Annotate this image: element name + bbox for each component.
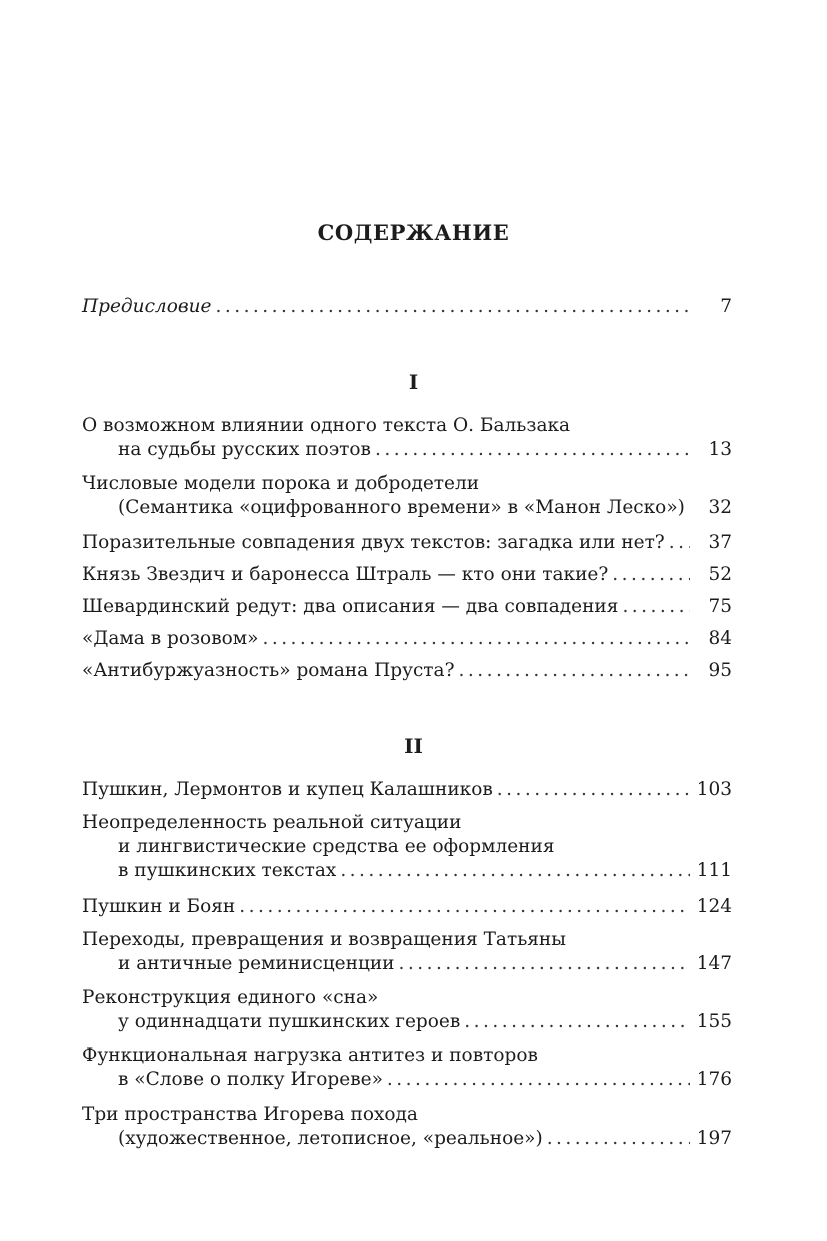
dot-leader <box>464 1010 690 1034</box>
entry-title-line: в «Слове о полку Игореве» <box>118 1069 383 1090</box>
entry-title-line: Три пространства Игорева похода <box>82 1104 418 1125</box>
entry-title-line: Переходы, превращения и возвращения Татьяны <box>82 929 566 950</box>
toc-entry[interactable] <box>82 414 732 462</box>
toc-entry[interactable] <box>82 1103 732 1151</box>
toc-entry[interactable] <box>82 928 732 976</box>
page-title: СОДЕРЖАНИЕ <box>317 220 510 245</box>
toc-entry[interactable] <box>82 895 732 919</box>
page-number: 95 <box>708 660 732 681</box>
toc-entry[interactable] <box>82 659 732 683</box>
entry-title-line: «Дама в розовом» <box>82 628 259 649</box>
dot-leader <box>669 531 690 555</box>
dot-leader <box>399 952 690 976</box>
page-number: 75 <box>708 596 732 617</box>
page-number: 32 <box>708 497 732 518</box>
dot-leader <box>239 895 690 919</box>
entry-title-line: Пушкин и Боян <box>82 896 236 917</box>
toc-entry[interactable] <box>82 531 732 555</box>
page-number: 176 <box>696 1069 732 1090</box>
toc-entry[interactable] <box>82 563 732 587</box>
entry-title-line: в пушкинских текстах <box>118 860 337 881</box>
page-number: 197 <box>696 1128 732 1149</box>
page-number: 84 <box>708 628 732 649</box>
entry-title-line: у одиннадцати пушкинских героев <box>118 1011 461 1032</box>
toc-entry[interactable] <box>82 986 732 1034</box>
entry-title-line: Реконструкция единого «сна» <box>82 987 379 1008</box>
page-number: 147 <box>696 953 732 974</box>
toc-entry[interactable] <box>82 1044 732 1092</box>
toc-entry[interactable] <box>82 595 732 619</box>
dot-leader <box>375 438 690 462</box>
toc-entry[interactable] <box>82 627 732 651</box>
entry-title-line: «Антибуржуазность» романа Пруста? <box>82 660 455 681</box>
entry-title-line: (Семантика «оцифрованного времени» в «Манон Леско») <box>118 497 685 518</box>
page-number: 52 <box>708 564 732 585</box>
dot-leader <box>689 496 690 520</box>
entry-title-line: Неопределенность реальной ситуации <box>82 812 462 833</box>
entry-title-line: Числовые модели порока и добродетели <box>82 473 480 494</box>
entry-title-line: Функциональная нагрузка антитез и повторов <box>82 1045 538 1066</box>
entry-title-line: Поразительные совпадения двух текстов: загадка или нет? <box>82 532 665 553</box>
entry-title: Предисловие <box>82 296 212 317</box>
dot-leader <box>497 778 690 802</box>
entry-title-line: Шевардинский редут: два описания — два совпадения <box>82 596 619 617</box>
entry-title-line: и лингвистические средства ее оформления <box>118 836 555 857</box>
dot-leader <box>612 563 690 587</box>
toc-entry-preface[interactable] <box>82 295 732 319</box>
entry-title-line: и античные реминисценции <box>118 953 395 974</box>
entry-title-line: О возможном влиянии одного текста О. Бальзака <box>82 415 571 436</box>
toc-entry[interactable] <box>82 778 732 802</box>
dot-leader <box>215 295 690 319</box>
page-number: 155 <box>696 1011 732 1032</box>
toc-entry[interactable] <box>82 472 732 520</box>
page-number: 7 <box>720 296 732 317</box>
entry-title-line: на судьбы русских поэтов <box>118 439 371 460</box>
section-heading-1: I <box>408 370 419 394</box>
page-number: 103 <box>696 779 732 800</box>
entry-title-line: Князь Звездич и баронесса Штраль — кто они такие? <box>82 564 609 585</box>
dot-leader <box>262 627 690 651</box>
section-heading-2: II <box>404 734 423 758</box>
page-number: 111 <box>696 860 732 881</box>
page-number: 37 <box>708 532 732 553</box>
entry-title-line: (художественное, летописное, «реальное») <box>118 1128 543 1149</box>
page-number: 124 <box>696 896 732 917</box>
toc-entry[interactable] <box>82 811 732 883</box>
dot-leader <box>459 659 691 683</box>
entry-title-line: Пушкин, Лермонтов и купец Калашников <box>82 779 493 800</box>
dot-leader <box>340 859 690 883</box>
dot-leader <box>547 1127 690 1151</box>
page-number: 13 <box>708 439 732 460</box>
dot-leader <box>622 595 690 619</box>
dot-leader <box>387 1068 690 1092</box>
